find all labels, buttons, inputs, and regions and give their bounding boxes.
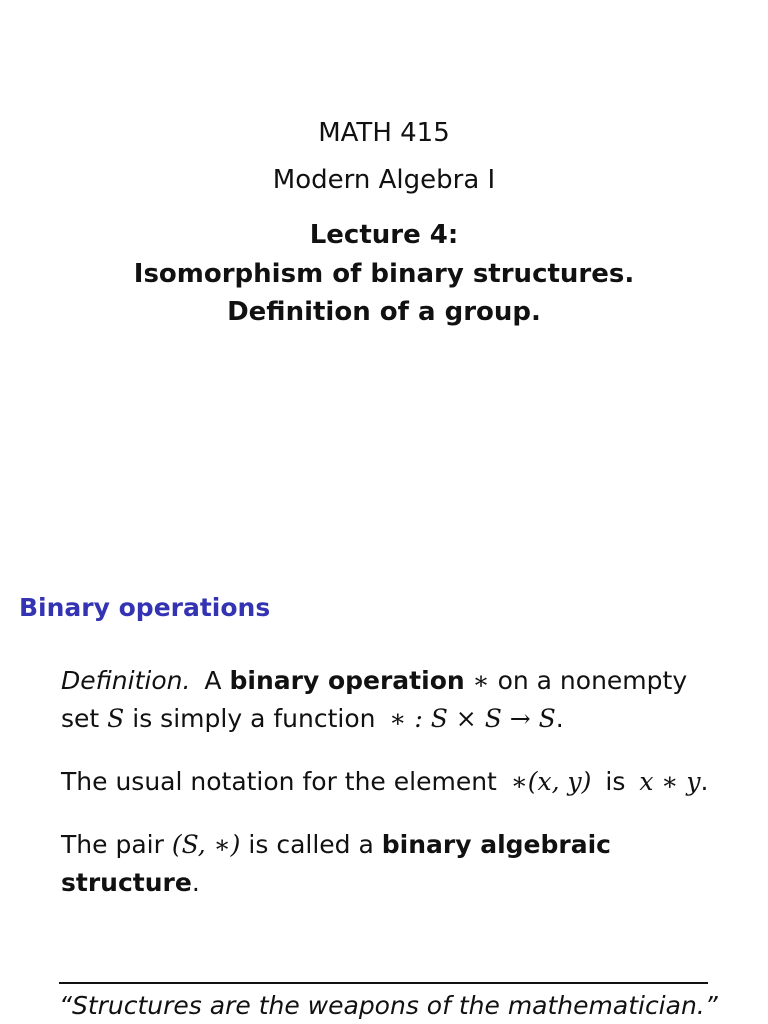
lecture-label: Lecture 4: (309, 220, 459, 250)
operation-symbol: ∗ (472, 666, 490, 695)
pair-term: binary algebraic (381, 830, 611, 859)
definition-text: is simply a function (132, 704, 376, 733)
pair-term: structure (61, 868, 192, 897)
notation-expression: x ∗ y (639, 767, 701, 796)
quote: “Structures are the weapons of the mathematician.” (59, 991, 718, 1020)
quote-divider (59, 982, 708, 984)
set-symbol: S (107, 704, 125, 733)
course-code: MATH 415 (318, 118, 450, 148)
definition-text: on a nonempty (497, 666, 688, 695)
notation-text: The usual notation for the element (61, 767, 497, 796)
notation-paragraph (61, 763, 721, 801)
definition-term: binary operation (229, 666, 465, 695)
definition-label: Definition. (61, 666, 191, 695)
pair-text: The pair (61, 830, 164, 859)
notation-expression: ∗(x, y) (510, 767, 592, 796)
definition-text: A (204, 666, 222, 695)
lecture-topic-line-1: Isomorphism of binary structures. (133, 259, 635, 289)
pair-end: . (191, 868, 200, 897)
function-signature: ∗ : S × S → S (389, 704, 556, 733)
pair-expression: (S, ∗) (171, 830, 241, 859)
notation-text: is (605, 767, 626, 796)
pair-paragraph (61, 826, 721, 902)
section-heading: Binary operations (19, 593, 271, 622)
definition-end: . (555, 704, 564, 733)
notation-end: . (700, 767, 709, 796)
pair-text: is called a (248, 830, 374, 859)
lecture-topic-line-2: Definition of a group. (227, 297, 541, 327)
definition-text: set (61, 704, 100, 733)
definition-paragraph (61, 662, 721, 738)
course-name: Modern Algebra I (272, 165, 496, 195)
